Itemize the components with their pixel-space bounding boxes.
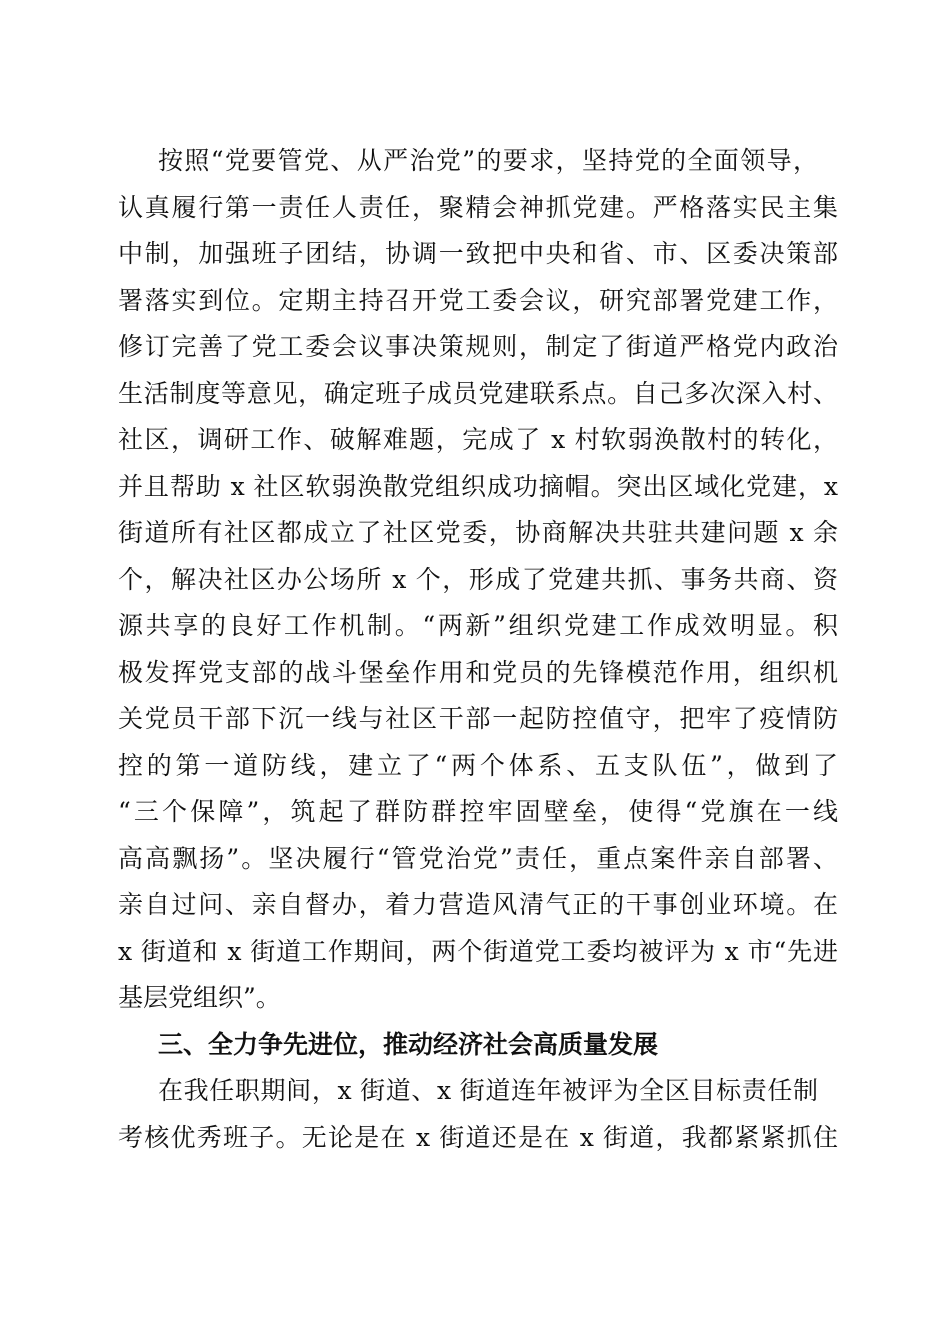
- paragraph-1-line-1: 按照“党要管党、从严治党”的要求，坚持党的全面领导，: [158, 146, 818, 175]
- paragraph-1-line-13: 关党员干部下沉一线与社区干部一起防控值守，把牢了疫情防: [118, 704, 838, 733]
- paragraph-1-line-8: 并且帮助 x 社区软弱涣散党组织成功摘帽。突出区域化党建，x: [118, 472, 838, 501]
- paragraph-1-line-17: 亲自过问、亲自督办，着力营造风清气正的干事创业环境。在: [118, 890, 838, 919]
- paragraph-1-line-16: 高高飘扬”。坚决履行“管党治党”责任，重点案件亲自部署、: [118, 844, 838, 873]
- paragraph-1-line-9: 街道所有社区都成立了社区党委，协商解决共驻共建问题 x 余: [118, 518, 838, 547]
- paragraph-1-line-10: 个，解决社区办公场所 x 个，形成了党建共抓、事务共商、资: [118, 565, 838, 594]
- paragraph-1-line-6: 生活制度等意见，确定班子成员党建联系点。自己多次深入村、: [118, 379, 838, 408]
- section-heading-3: 三、全力争先进位，推动经济社会高质量发展: [158, 1030, 659, 1059]
- paragraph-1-line-4: 署落实到位。定期主持召开党工委会议，研究部署党建工作，: [118, 286, 838, 315]
- paragraph-1-line-19: 基层党组织”。: [118, 983, 281, 1012]
- paragraph-1-line-5: 修订完善了党工委会议事决策规则，制定了街道严格党内政治: [118, 332, 838, 361]
- paragraph-1-line-11: 源共享的良好工作机制。“两新”组织党建工作成效明显。积: [118, 611, 838, 640]
- paragraph-2-line-1: 在我任职期间，x 街道、x 街道连年被评为全区目标责任制: [158, 1076, 818, 1105]
- paragraph-1-line-3: 中制，加强班子团结，协调一致把中央和省、市、区委决策部: [118, 239, 838, 268]
- paragraph-1-line-15: “三个保障”，筑起了群防群控牢固壁垒，使得“党旗在一线: [118, 797, 838, 826]
- paragraph-1-line-14: 控的第一道防线，建立了“两个体系、五支队伍”，做到了: [118, 751, 838, 780]
- paragraph-2-line-2: 考核优秀班子。无论是在 x 街道还是在 x 街道，我都紧紧抓住: [118, 1123, 838, 1152]
- paragraph-1-line-7: 社区，调研工作、破解难题，完成了 x 村软弱涣散村的转化，: [118, 425, 838, 454]
- paragraph-1-line-2: 认真履行第一责任人责任，聚精会神抓党建。严格落实民主集: [118, 193, 838, 222]
- paragraph-1-line-12: 极发挥党支部的战斗堡垒作用和党员的先锋模范作用，组织机: [118, 658, 838, 687]
- paragraph-1-line-18: x 街道和 x 街道工作期间，两个街道党工委均被评为 x 市“先进: [118, 937, 838, 966]
